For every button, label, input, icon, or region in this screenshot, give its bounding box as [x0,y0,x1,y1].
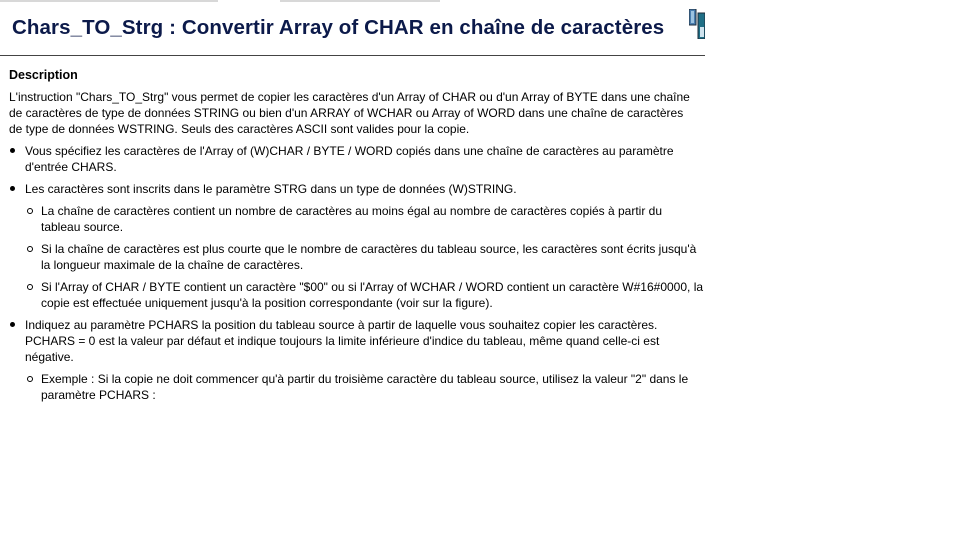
page-title: Chars_TO_Strg : Convertir Array of CHAR en chaîne de caractères [12,16,665,39]
sub-bullet-line: Si la chaîne de caractères est plus courte que le nombre de caractères du tableau source, les caractères sont écrits jusqu'à [41,242,697,256]
bullet-line: PCHARS = 0 est la valeur par défaut et indique toujours la limite inférieure d'indice du tableau, même quand celle-ci est [25,334,660,348]
sub-bullet-line: La chaîne de caractères contient un nombre de caractères au moins égal au nombre de caractères copiés à partir du [41,204,663,218]
intro-line: L'instruction "Chars_TO_Strg" vous permet de copier les caractères d'un Array of CHAR ou d'un Array of BYTE dans une chaîne [9,90,690,104]
sub-bullet-line: paramètre PCHARS : [41,388,156,402]
bullet-line: d'entrée CHARS. [25,160,117,174]
bullet-dot-icon [10,322,15,327]
sub-bullet-line: la longueur maximale de la chaîne de caractères. [41,258,304,272]
intro-line: de caractères de type de données STRING ou bien d'un ARRAY of WCHAR ou Array of WORD dans une chaîne de caractères [9,106,684,120]
sub-bullet-item [25,203,705,235]
siemens-help-logo-icon [689,9,705,39]
description-section [9,67,705,409]
bullet-item [9,317,705,403]
bullet-item [9,143,705,175]
sub-bullet-item [25,241,705,273]
intro-line: de type de données WSTRING. Seuls des caractères ASCII sont valides pour la copie. [9,122,470,136]
bullet-line: négative. [25,350,74,364]
page-header [0,0,705,56]
sub-bullet-line: Exemple : Si la copie ne doit commencer qu'à partir du troisième caractère du tableau source, utilisez la valeur "2" dans le [41,372,689,386]
bullet-line: Indiquez au paramètre PCHARS la position du tableau source à partir de laquelle vous souhaitez copier les caractères. [25,318,658,332]
intro-paragraph [9,89,699,137]
sub-bullet-line: tableau source. [41,220,124,234]
sub-bullet-list [25,371,705,403]
sub-bullet-circle-icon [27,284,33,290]
sub-bullet-circle-icon [27,208,33,214]
section-heading: Description [9,68,78,82]
bullet-item [9,181,705,311]
sub-bullet-circle-icon [27,376,33,382]
sub-bullet-line: Si l'Array of CHAR / BYTE contient un caractère "$00" ou si l'Array of WCHAR / WORD contient un caractère W#16#0000, la [41,280,704,294]
sub-bullet-circle-icon [27,246,33,252]
bullet-dot-icon [10,186,15,191]
sub-bullet-item [25,371,705,403]
bullet-list [9,143,705,403]
sub-bullet-line: copie est effectuée uniquement jusqu'à la position correspondante (voir sur la figure). [41,296,493,310]
bullet-line: Vous spécifiez les caractères de l'Array of (W)CHAR / BYTE / WORD copiés dans une chaîne de caractères au paramètre [25,144,674,158]
bullet-dot-icon [10,148,15,153]
sub-bullet-list [25,203,705,311]
bullet-line: Les caractères sont inscrits dans le paramètre STRG dans un type de données (W)STRING. [25,182,517,196]
sub-bullet-item [25,279,705,311]
